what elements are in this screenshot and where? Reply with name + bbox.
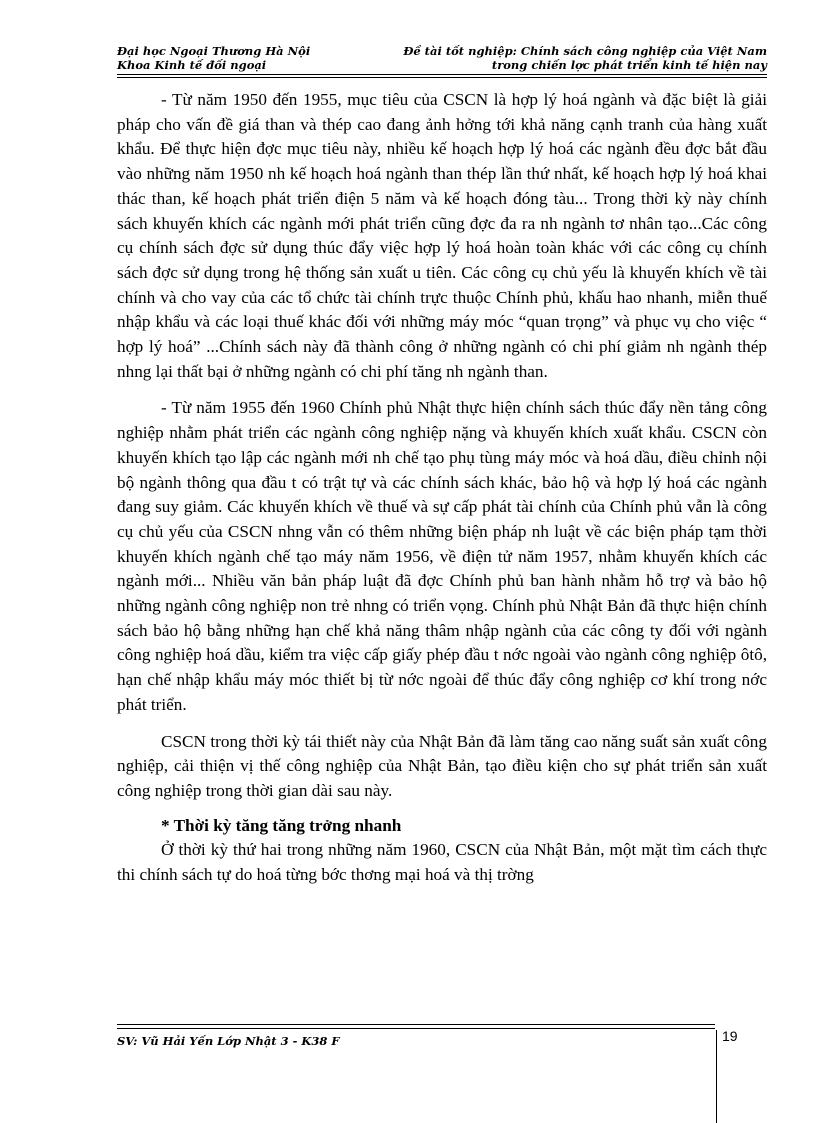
- page-number: 19: [722, 1028, 738, 1044]
- header-left: [117, 44, 310, 72]
- paragraph-reconstruction-summary: CSCN trong thời kỳ tái thiết này của Nhật Bản đã làm tăng cao năng suất sản xuất công nghiệp, cải thiện vị thế công nghiệp của Nhật Bản, tạo điều kiện cho sự phát triển sản xuất công nghiệp trong thời gian dài sau này.: [117, 731, 767, 800]
- page-body: [117, 88, 767, 888]
- header-rule-thick: [117, 74, 767, 75]
- footer-vertical-rule: [716, 1030, 717, 1123]
- section-heading: * Thời kỳ tăng tăng trởng nhanh: [161, 815, 402, 835]
- paragraph-1960s: Ở thời kỳ thứ hai trong những năm 1960, CSCN của Nhật Bản, một mặt tìm cách thực thi chính sách tự do hoá từng bớc thơng mại hoá và thị trờng: [117, 840, 767, 885]
- paragraph-1955-1960: - Từ năm 1955 đến 1960 Chính phủ Nhật thực hiện chính sách thúc đẩy nền tảng công nghiệp nhằm phát triển các ngành công nghiệp nặng và khuyến khích xuất khẩu. CSCN còn khuyến khích tạo lập các ngành mới nh chế tạo phụ tùng máy móc và hoá dầu, điều chỉnh nội bộ ngành thông qua đầu t có trật tự và các chính sách khác, bảo hộ và hợp lý hoá các ngành đang suy giảm. Các khuyến khích về thuế và sự cấp phát tài chính của Chính phủ vẫn là công cụ chủ yếu của CSCN nhng vẫn có thêm những biện pháp nh luật về các biện pháp tạm thời khuyến khích ngành chế tạo máy năm 1956, về điện tử năm 1957, nhằm khuyến khích các ngành mới... Nhiều văn bản pháp luật đã đợc Chính phủ ban hành nhằm hỗ trợ và bảo hộ những ngành công nghiệp non trẻ nhng có triển vọng. Chính phủ Nhật Bản đã thực hiện chính sách bảo hộ bằng những hạn chế khả năng thâm nhập ngành của các công ty đối với ngành công nghiệp hoá dầu, kiểm tra việc cấp giấy phép đầu t nớc ngoài vào ngành công nghiệp ôtô, hạn chế nhập khẩu máy móc thiết bị từ nớc ngoài để thúc đẩy công nghiệp cơ khí trong nớc phát triển.: [117, 398, 767, 714]
- header-right: [403, 44, 767, 72]
- header-rule-thin: [117, 77, 767, 78]
- header-thesis-subtitle: trong chiến lợc phát triển kinh tế hiện nay: [491, 58, 767, 72]
- footer-rule-thin: [117, 1028, 715, 1029]
- header-thesis-title: Đề tài tốt nghiệp: Chính sách công nghiệp của Việt Nam: [403, 44, 767, 58]
- header-faculty: Khoa Kinh tế đối ngoại: [117, 58, 267, 72]
- header-university: Đại học Ngoại Thương Hà Nội: [117, 44, 311, 58]
- page-header: [117, 44, 767, 78]
- paragraph-1950-1955: - Từ năm 1950 đến 1955, mục tiêu của CSCN là hợp lý hoá ngành và đặc biệt là giải pháp cho vấn đề giá than và thép cao đang ảnh hởng tới khả năng cạnh tranh của hàng xuất khẩu. Để thực hiện đợc mục tiêu này, nhiều kế hoạch hợp lý hoá các ngành đều đợc bắt đầu vào những năm 1950 nh kế hoạch hoá ngành than thép lần thứ nhất, kế hoạch hợp lý hoá khai thác than, kế hoạch phát triển điện 5 năm và kế hoạch đóng tàu... Trong thời kỳ này chính sách khuyến khích các ngành mới phát triển cũng đợc đa ra nh ngành tơ nhân tạo...Các công cụ chính sách đợc sử dụng thúc đẩy việc hợp lý hoá hoàn toàn khác với các công cụ chính sách đợc sử dụng trong hệ thống sản xuất u tiên. Các công cụ chủ yếu là khuyến khích về tài chính và cho vay của các tổ chức tài chính trực thuộc Chính phủ, khấu hao nhanh, miễn thuế nhập khẩu và các loại thuế khác đối với những máy móc “quan trọng” và phục vụ cho việc “ hợp lý hoá” ...Chính sách này đã thành công ở những ngành có chi phí giảm nh ngành thép nhng lại thất bại ở những ngành có chi phí tăng nh ngành than.: [117, 90, 767, 381]
- footer-rule-thick: [117, 1024, 715, 1025]
- footer-author: SV: Vũ Hải Yến Lớp Nhật 3 - K38 F: [117, 1034, 340, 1048]
